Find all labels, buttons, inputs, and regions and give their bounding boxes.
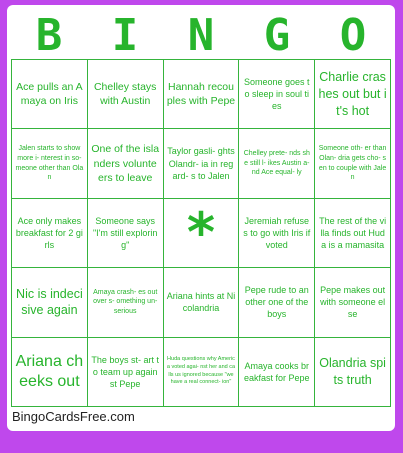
- bingo-grid: [11, 59, 391, 407]
- bingo-cell-n4[interactable]: Ariana hints at Nicolandria: [164, 268, 240, 337]
- bingo-cell-b3[interactable]: Ace only makes breakfast for 2 girls: [12, 199, 88, 268]
- bingo-cell-o4[interactable]: Pepe makes out with someone else: [315, 268, 391, 337]
- bingo-cell-i2[interactable]: One of the islanders volunteers to leave: [88, 129, 164, 198]
- title-letter-n: N: [187, 9, 215, 61]
- bingo-cell-g5[interactable]: Amaya cooks breakfast for Pepe: [239, 338, 315, 407]
- bingo-cell-o2[interactable]: Someone oth- er than Olan- dria gets cho- sen to couple with Jalen: [315, 129, 391, 198]
- bingo-cell-b1[interactable]: Ace pulls an Amaya on Iris: [12, 60, 88, 129]
- bingo-cell-i3[interactable]: Someone says "I'm still exploring": [88, 199, 164, 268]
- bingo-cell-o5[interactable]: Olandria spits truth: [315, 338, 391, 407]
- bingo-cell-free[interactable]: [164, 199, 240, 268]
- bingo-cell-b5[interactable]: Ariana cheeks out: [12, 338, 88, 407]
- title-letter-o: O: [339, 9, 367, 61]
- bingo-cell-g3[interactable]: Jeremiah refuses to go with Iris if voted: [239, 199, 315, 268]
- bingo-cell-i4[interactable]: Amaya crash- es out over s- omething un- serious: [88, 268, 164, 337]
- bingo-cell-b4[interactable]: Nic is indecisive again: [12, 268, 88, 337]
- bingo-cell-n5[interactable]: Huda questions why America voted agai- nst her and calls us ignored because "we have a real connect- ion": [164, 338, 240, 407]
- bingo-cell-b2[interactable]: Jalen starts to show more i- nterest in so- meone other than Olan: [12, 129, 88, 198]
- bingo-cell-o1[interactable]: Charlie crashes out but it's hot: [315, 60, 391, 129]
- bingo-cell-g1[interactable]: Someone goes to sleep in soul ties: [239, 60, 315, 129]
- free-space-asterisk-icon: *: [186, 200, 216, 264]
- title-letter-g: G: [263, 9, 291, 61]
- bingo-cell-g2[interactable]: Chelley prete- nds she still l- ikes Austin a- nd Ace equal- ly: [239, 129, 315, 198]
- bingo-card: [7, 5, 395, 431]
- bingo-cell-n2[interactable]: Taylor gasli- ghts Olandr- ia in regard- s to Jalen: [164, 129, 240, 198]
- bingo-cell-o3[interactable]: The rest of the villa finds out Huda is a mamasita: [315, 199, 391, 268]
- bingo-cell-g4[interactable]: Pepe rude to another one of the boys: [239, 268, 315, 337]
- footer-site-credit: BingoCardsFree.com: [12, 409, 135, 424]
- title-letter-b: B: [35, 9, 63, 61]
- bingo-title: [11, 11, 391, 59]
- title-letter-i: I: [111, 9, 139, 61]
- bingo-cell-n1[interactable]: Hannah recouples with Pepe: [164, 60, 240, 129]
- bingo-cell-i1[interactable]: Chelley stays with Austin: [88, 60, 164, 129]
- bingo-cell-i5[interactable]: The boys st- art to team up against Pepe: [88, 338, 164, 407]
